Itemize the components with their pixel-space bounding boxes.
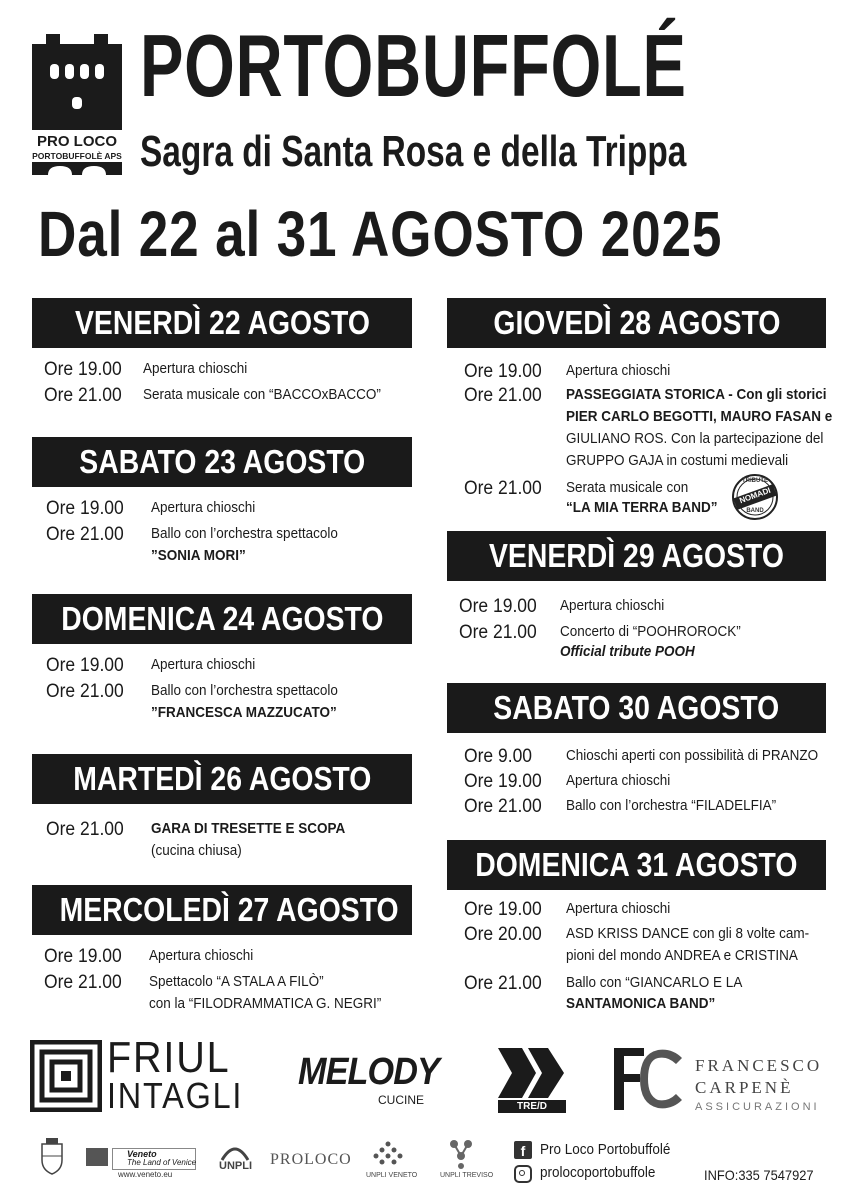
day-header-domenica-31: DOMENICA 31 AGOSTO xyxy=(447,840,826,890)
event-text: Serata musicale con “BACCOxBACCO” xyxy=(143,386,381,403)
friul-intagli-logo-mark xyxy=(30,1040,102,1112)
unpli-treviso-icon xyxy=(446,1138,476,1170)
badge-top-text: TRIBUTE xyxy=(742,478,768,484)
event-text: pioni del mondo ANDREA e CRISTINA xyxy=(566,947,798,964)
time-label: Ore 19.00 xyxy=(464,771,542,792)
event-text: Apertura chioschi xyxy=(143,360,248,377)
page-title: PORTOBUFFOLÉ xyxy=(140,16,687,115)
event-text: PIER CARLO BEGOTTI, MAURO FASAN e xyxy=(566,408,833,425)
friul-text: FRIUL xyxy=(107,1033,231,1082)
event-text: “LA MIA TERRA BAND” xyxy=(566,499,718,516)
instagram-link[interactable]: prolocoportobuffole xyxy=(540,1164,656,1181)
facebook-icon: f xyxy=(514,1141,532,1159)
fc-monogram xyxy=(610,1044,686,1114)
unpli-treviso-text: UNPLI TREVISO xyxy=(440,1172,494,1179)
veneto-tagline: The Land of Venice xyxy=(127,1158,197,1167)
veneto-label: Veneto xyxy=(127,1149,157,1159)
time-label: Ore 21.00 xyxy=(464,796,542,817)
unpli-logo-icon xyxy=(220,1142,250,1162)
instagram-icon xyxy=(514,1165,532,1183)
day-header-giovedi-28: GIOVEDÌ 28 AGOSTO xyxy=(447,298,826,348)
time-label: Ore 21.00 xyxy=(464,973,542,994)
event-text: Concerto di “POOHROROCK” xyxy=(560,623,741,640)
time-label: Ore 21.00 xyxy=(46,524,124,545)
time-label: Ore 21.00 xyxy=(464,478,542,499)
page-subtitle: Sagra di Santa Rosa e della Trippa xyxy=(140,127,687,176)
veneto-url: www.veneto.eu xyxy=(118,1170,173,1179)
time-label: Ore 19.00 xyxy=(464,899,542,920)
fc-name-last: CARPENÈ xyxy=(695,1078,794,1097)
event-text: GIULIANO ROS. Con la partecipazione del xyxy=(566,430,824,447)
event-text: (cucina chiusa) xyxy=(151,842,242,859)
event-text: Apertura chioschi xyxy=(566,772,671,789)
time-label: Ore 21.00 xyxy=(459,622,537,643)
event-text: SANTAMONICA BAND” xyxy=(566,995,716,1012)
intagli-text: INTAGLI xyxy=(107,1075,244,1116)
time-label: Ore 9.00 xyxy=(464,746,533,767)
day-header-mercoledi-27: MERCOLEDÌ 27 AGOSTO xyxy=(32,885,412,935)
day-header-venerdi-29: VENERDÌ 29 AGOSTO xyxy=(447,531,826,581)
time-label: Ore 21.00 xyxy=(46,681,124,702)
event-text: PASSEGGIATA STORICA - Con gli storici xyxy=(566,386,827,403)
event-text: ASD KRISS DANCE con gli 8 volte cam- xyxy=(566,925,810,942)
time-label: Ore 21.00 xyxy=(46,819,124,840)
time-label: Ore 21.00 xyxy=(44,385,122,406)
time-label: Ore 20.00 xyxy=(464,924,542,945)
unpli-veneto-icon xyxy=(368,1140,408,1170)
tred-logo xyxy=(498,1048,566,1114)
time-label: Ore 19.00 xyxy=(459,596,537,617)
event-text: Ballo con “GIANCARLO E LA xyxy=(566,974,743,991)
pro-loco-logo xyxy=(32,30,122,175)
nomadi-tribute-badge xyxy=(730,472,780,522)
unpli-text: UNPLI xyxy=(219,1160,252,1172)
event-text: ”SONIA MORI” xyxy=(151,547,246,564)
day-header-domenica-24: DOMENICA 24 AGOSTO xyxy=(32,594,412,644)
event-text: Apertura chioschi xyxy=(560,597,665,614)
tower-icon xyxy=(32,30,122,130)
tred-text: TRE/D xyxy=(498,1100,566,1113)
event-text: Chioschi aperti con possibilità di PRANZO xyxy=(566,747,819,764)
event-dates: Dal 22 al 31 AGOSTO 2025 xyxy=(38,198,723,270)
event-text: Official tribute POOH xyxy=(560,643,695,660)
event-text: Ballo con l’orchestra “FILADELFIA” xyxy=(566,797,777,814)
badge-bottom-text: BAND xyxy=(746,508,764,514)
time-label: Ore 21.00 xyxy=(44,972,122,993)
event-text: Apertura chioschi xyxy=(149,947,254,964)
event-text: con la “FILODRAMMATICA G. NEGRI” xyxy=(149,995,382,1012)
event-text: ”FRANCESCA MAZZUCATO” xyxy=(151,704,337,721)
event-text: Spettacolo “A STALA A FILÒ” xyxy=(149,973,324,990)
badge-mid-text: NOMADI xyxy=(738,485,772,506)
logo-text-proloco: PRO LOCO xyxy=(36,133,117,150)
time-label: Ore 19.00 xyxy=(46,655,124,676)
day-header-sabato-23: SABATO 23 AGOSTO xyxy=(32,437,412,487)
unpli-veneto-text: UNPLI VENETO xyxy=(366,1172,418,1179)
veneto-box xyxy=(112,1148,196,1170)
info-phone: INFO:335 7547927 xyxy=(704,1167,814,1183)
day-header-venerdi-22: VENERDÌ 22 AGOSTO xyxy=(32,298,412,348)
day-header-sabato-30: SABATO 30 AGOSTO xyxy=(447,683,826,733)
event-text: GRUPPO GAJA in costumi medievali xyxy=(566,452,789,469)
event-text: GARA DI TRESETTE E SCOPA xyxy=(151,820,346,837)
event-text: Apertura chioschi xyxy=(151,499,256,516)
bridge-icon xyxy=(32,162,122,175)
event-text: Ballo con l’orchestra spettacolo xyxy=(151,525,338,542)
time-label: Ore 21.00 xyxy=(464,385,542,406)
day-header-martedi-26: MARTEDÌ 26 AGOSTO xyxy=(32,754,412,804)
melody-logo: MELODY xyxy=(298,1051,439,1093)
veneto-flag-icon xyxy=(86,1148,108,1166)
event-text: Apertura chioschi xyxy=(566,362,671,379)
proloco-text: PROLOCO xyxy=(270,1151,352,1168)
fc-name-first: FRANCESCO xyxy=(695,1056,823,1075)
event-text: Apertura chioschi xyxy=(566,900,671,917)
time-label: Ore 19.00 xyxy=(44,946,122,967)
event-text: Ballo con l’orchestra spettacolo xyxy=(151,682,338,699)
fc-assicurazioni: ASSICURAZIONI xyxy=(695,1101,820,1113)
melody-subtitle: CUCINE xyxy=(378,1093,425,1107)
time-label: Ore 19.00 xyxy=(464,361,542,382)
event-text: Serata musicale con xyxy=(566,479,689,496)
time-label: Ore 19.00 xyxy=(44,359,122,380)
municipality-crest-icon xyxy=(38,1138,66,1178)
event-text: Apertura chioschi xyxy=(151,656,256,673)
logo-text-portobuffole: PORTOBUFFOLÈ APS xyxy=(32,151,122,161)
facebook-link[interactable]: Pro Loco Portobuffolé xyxy=(540,1141,671,1158)
time-label: Ore 19.00 xyxy=(46,498,124,519)
